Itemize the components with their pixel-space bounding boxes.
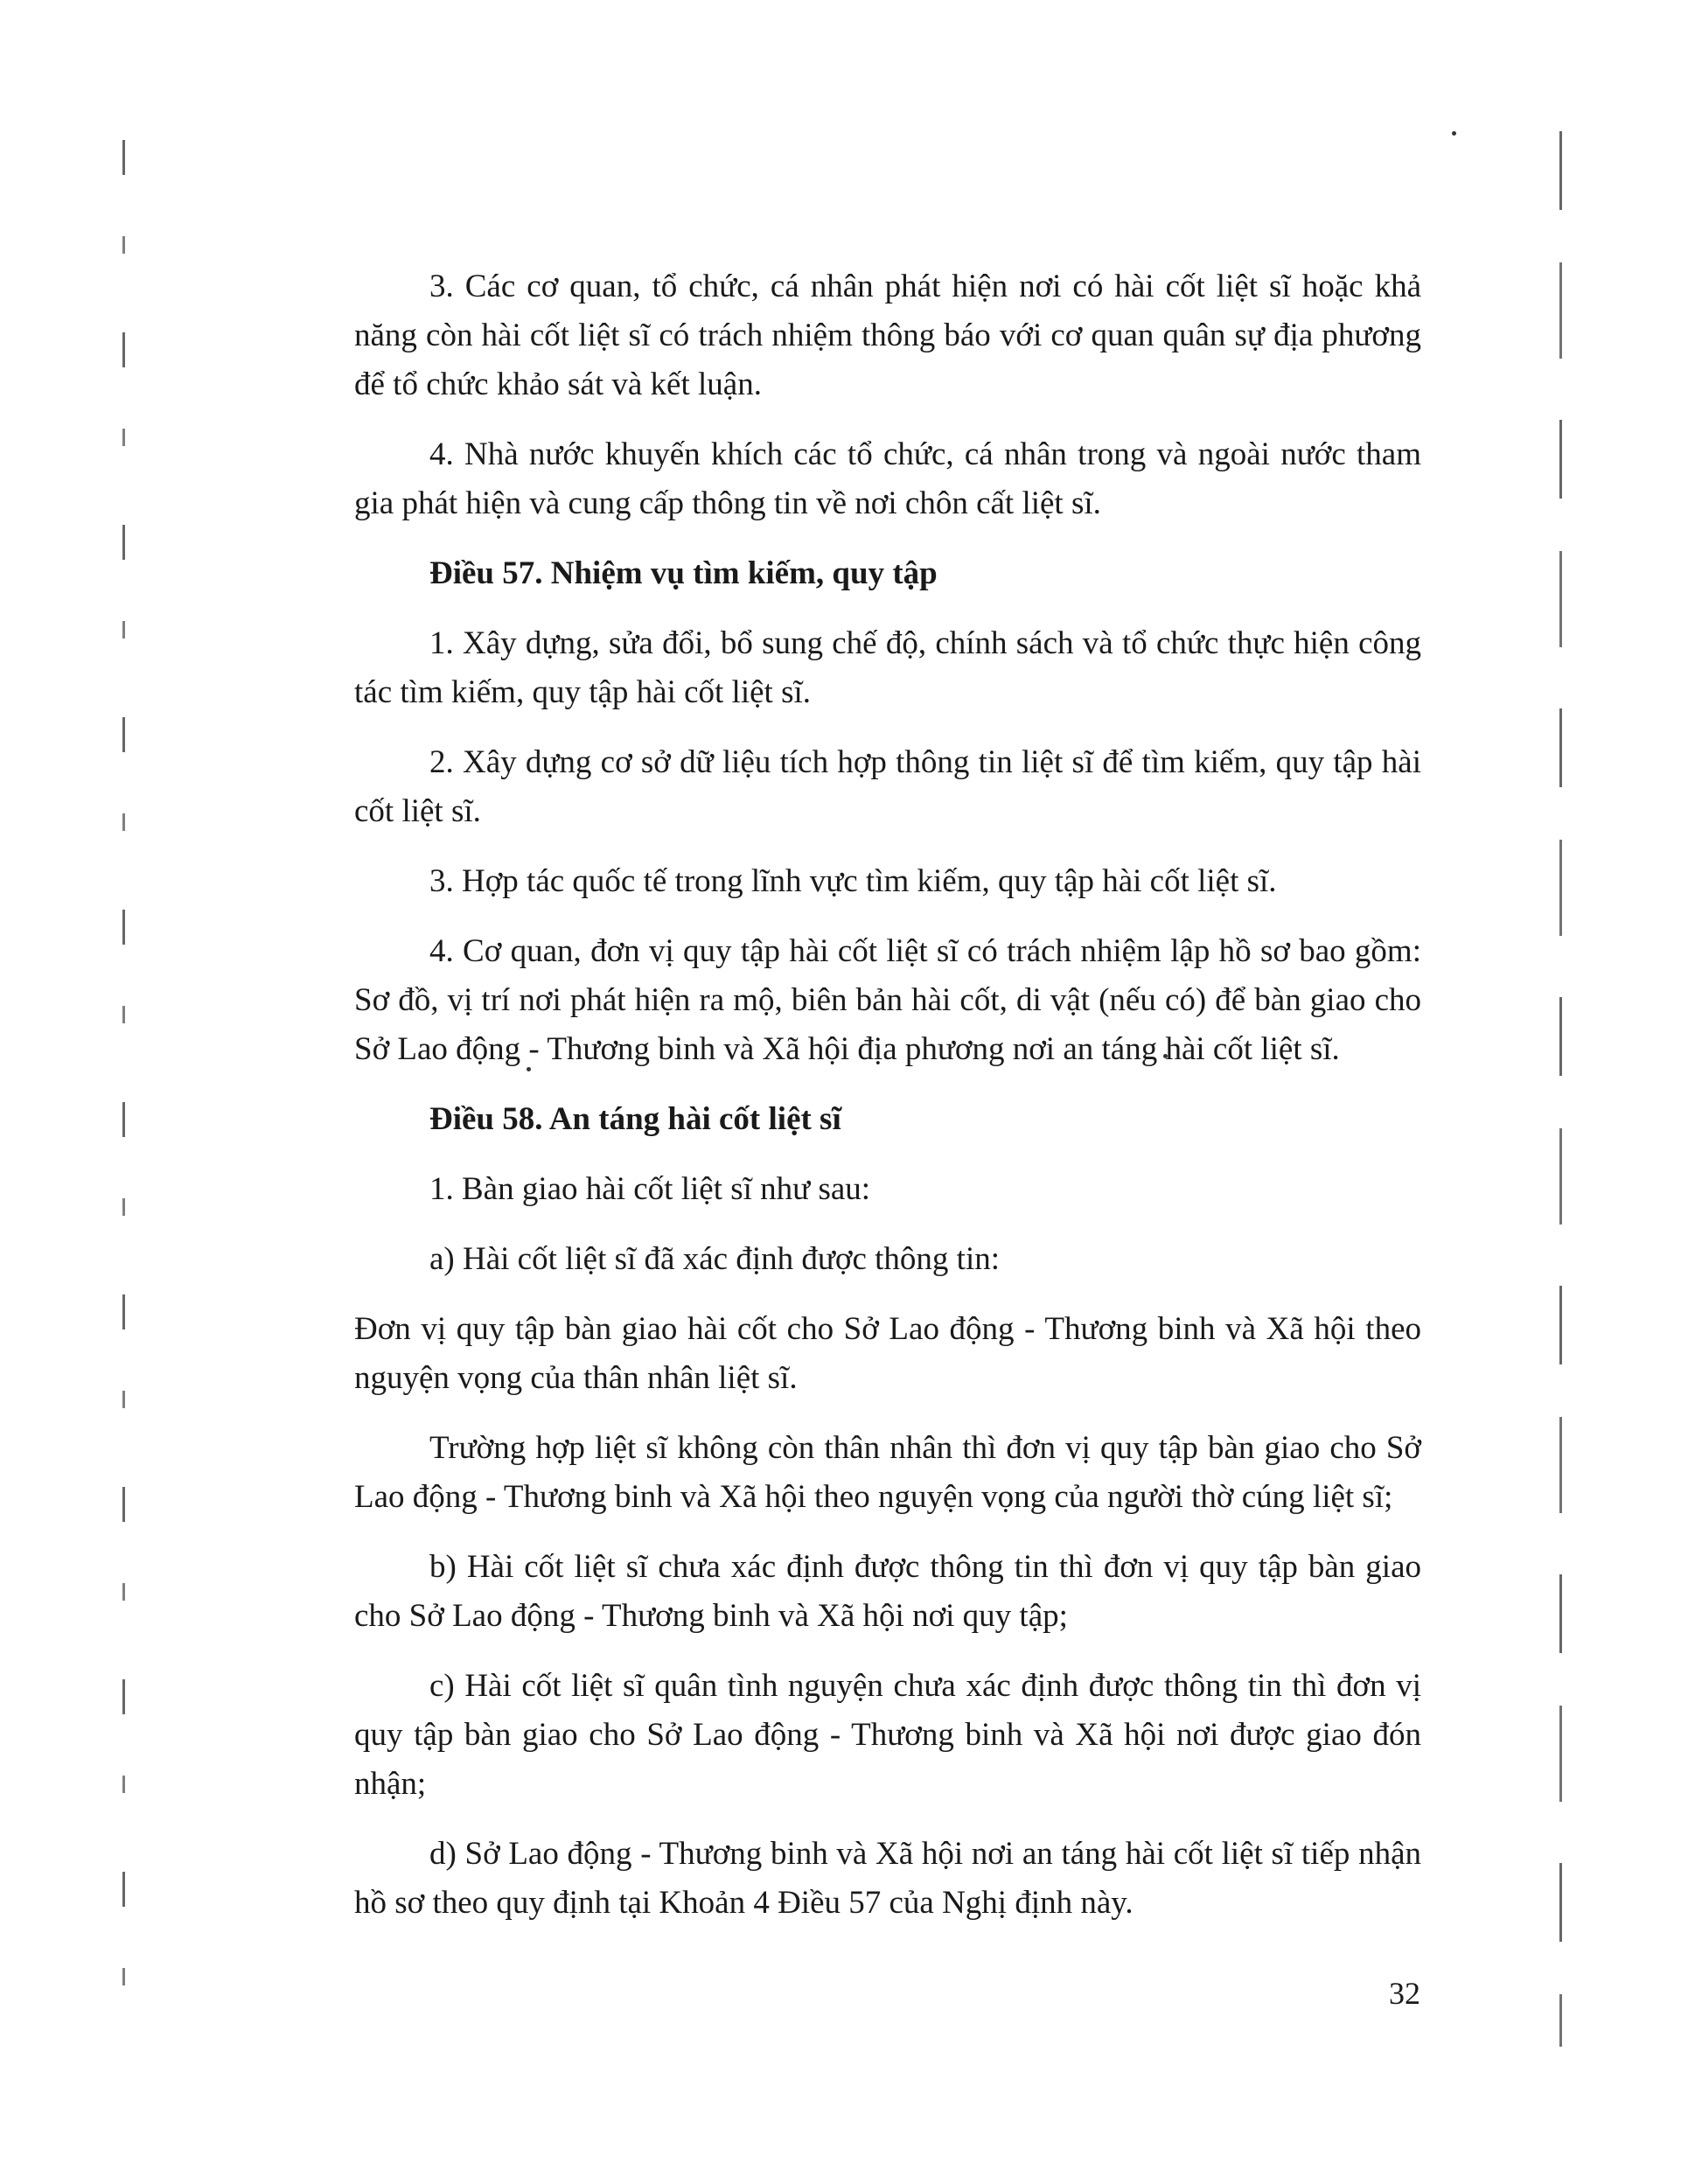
paragraph-58-1d: d) Sở Lao động - Thương binh và Xã hội nơi an táng hài cốt liệt sĩ tiếp nhận hồ sơ theo quy định tại Khoản 4 Điều 57 của Nghị định này.	[354, 1836, 1421, 1921]
scan-speck	[1452, 131, 1456, 136]
paragraph-57-4: 4. Cơ quan, đơn vị quy tập hài cốt liệt sĩ có trách nhiệm lập hồ sơ bao gồm: Sơ đồ, vị trí nơi phát hiện ra mộ, biên bản hài cốt, di vật (nếu có) để bàn giao cho Sở Lao động - Thương binh và Xã hội địa phương nơi an táng hài cốt liệt sĩ.	[354, 933, 1421, 1067]
scan-edge-right	[1559, 131, 1562, 2047]
article-58-heading: Điều 58. An táng hài cốt liệt sĩ	[429, 1101, 841, 1137]
paragraph-58-1a: a) Hài cốt liệt sĩ đã xác định được thông tin:	[429, 1241, 1001, 1277]
paragraph-57-1: 1. Xây dựng, sửa đổi, bổ sung chế độ, chính sách và tổ chức thực hiện công tác tìm kiếm, quy tập hài cốt liệt sĩ.	[354, 625, 1421, 710]
article-57-heading: Điều 57. Nhiệm vụ tìm kiếm, quy tập	[429, 555, 938, 591]
page-number: 32	[1389, 1976, 1420, 2011]
paragraph-58-1: 1. Bàn giao hài cốt liệt sĩ như sau:	[429, 1171, 871, 1207]
paragraph-56-3: 3. Các cơ quan, tổ chức, cá nhân phát hiện nơi có hài cốt liệt sĩ hoặc khả năng còn hài cốt liệt sĩ có trách nhiệm thông báo với cơ quan quân sự địa phương để tổ chức khảo sát và kết luận.	[354, 269, 1421, 402]
paragraph-57-3: 3. Hợp tác quốc tế trong lĩnh vực tìm kiếm, quy tập hài cốt liệt sĩ.	[429, 863, 1277, 899]
paragraph-58-1a-case: Trường hợp liệt sĩ không còn thân nhân thì đơn vị quy tập bàn giao cho Sở Lao động - Thương binh và Xã hội theo nguyện vọng của người thờ cúng liệt sĩ;	[354, 1430, 1421, 1515]
paragraph-57-2: 2. Xây dựng cơ sở dữ liệu tích hợp thông tin liệt sĩ để tìm kiếm, quy tập hài cốt liệt sĩ.	[354, 744, 1421, 829]
document-body	[354, 262, 1421, 1949]
paragraph-58-1b: b) Hài cốt liệt sĩ chưa xác định được thông tin thì đơn vị quy tập bàn giao cho Sở Lao động - Thương binh và Xã hội nơi quy tập;	[354, 1549, 1421, 1634]
paragraph-58-1c: c) Hài cốt liệt sĩ quân tình nguyện chưa xác định được thông tin thì đơn vị quy tập bàn giao cho Sở Lao động - Thương binh và Xã hội nơi được giao đón nhận;	[354, 1668, 1421, 1802]
scan-edge-left	[122, 140, 125, 2047]
paragraph-58-1a-detail: Đơn vị quy tập bàn giao hài cốt cho Sở Lao động - Thương binh và Xã hội theo nguyện vọng của thân nhân liệt sĩ.	[354, 1311, 1421, 1396]
paragraph-56-4: 4. Nhà nước khuyến khích các tổ chức, cá nhân trong và ngoài nước tham gia phát hiện và cung cấp thông tin về nơi chôn cất liệt sĩ.	[354, 436, 1421, 521]
